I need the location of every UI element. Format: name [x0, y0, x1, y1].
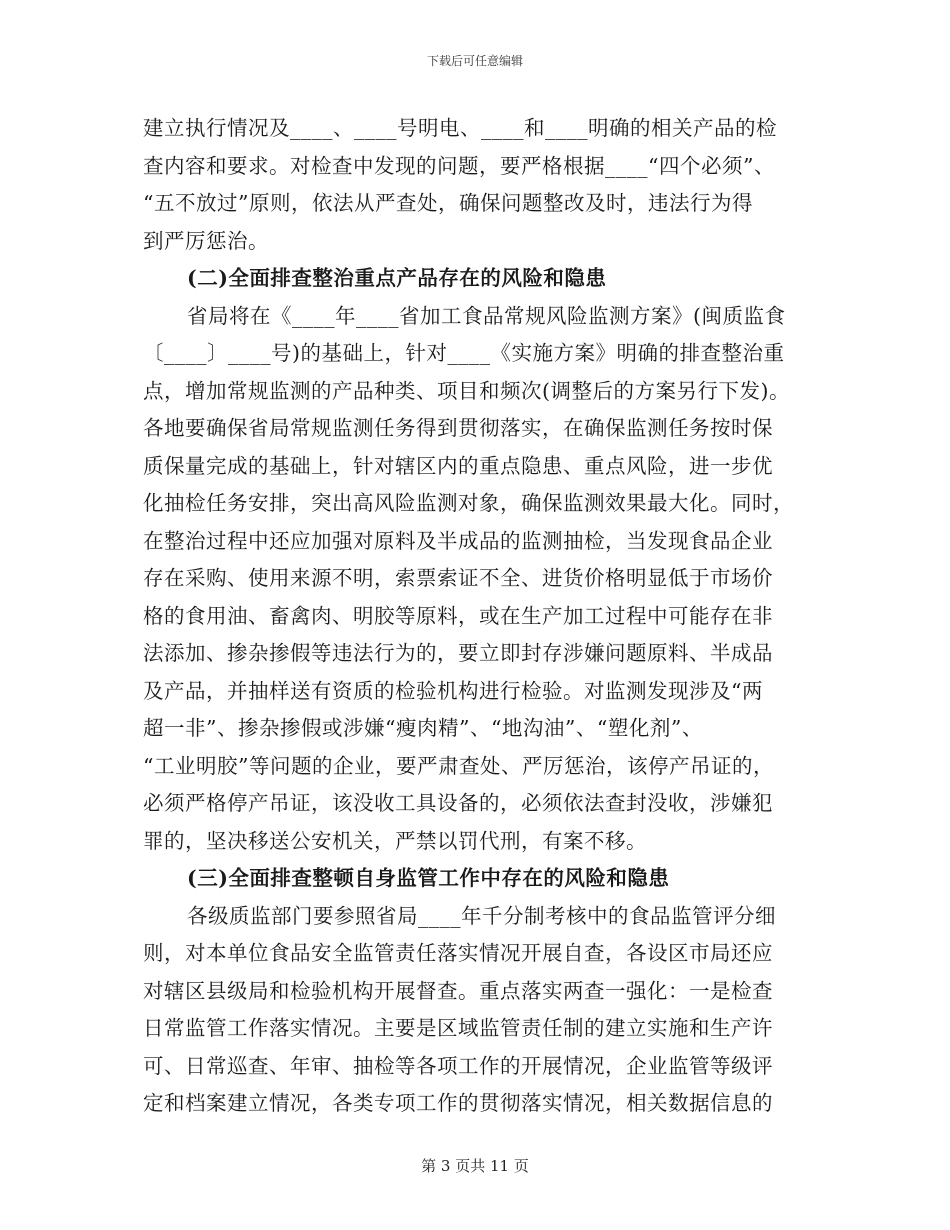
- text-line: 存在采购、使用来源不明，索票索证不全、进货价格明显低于市场价: [143, 566, 773, 590]
- document-body: [143, 110, 803, 1123]
- text-line: 必须严格停产吊证，该没收工具设备的，必须依法查封没收，涉嫌犯: [143, 791, 773, 815]
- section-heading-3: (三)全面排查整顿自身监管工作中存在的风险和隐患: [187, 866, 670, 890]
- text-line: 到严厉惩治。: [143, 228, 269, 253]
- text-line: “五不放过”原则，依法从严查处，确保问题整改及时，违法行为得: [143, 191, 753, 215]
- text-line: 点，增加常规监测的产品种类、项目和频次(调整后的方案另行下发)。: [143, 378, 790, 403]
- text-line: 〔____〕____号)的基础上，针对____《实施方案》明确的排查整治重: [143, 341, 785, 365]
- text-line: 则，对本单位食品安全监管责任落实情况开展自查，各设区市局还应: [143, 941, 773, 965]
- text-line: 在整治过程中还应加强对原料及半成品的监测抽检，当发现食品企业: [143, 528, 773, 553]
- text-line: 罪的，坚决移送公安机关，严禁以罚代刑，有案不移。: [143, 828, 647, 853]
- text-line: “工业明胶”等问题的企业，要严肃查处、严厉惩治，该停产吊证的，: [143, 753, 774, 778]
- page-header: 下载后可任意编辑: [426, 54, 523, 68]
- text-line: 建立执行情况及____、____号明电、____和____明确的相关产品的检: [143, 116, 777, 140]
- text-line: 对辖区县级局和检验机构开展督查。重点落实两查一强化：一是检查: [143, 978, 773, 1003]
- text-line: 格的食用油、畜禽肉、明胶等原料，或在生产加工过程中可能存在非: [143, 603, 773, 628]
- text-line: 各地要确保省局常规监测任务得到贯彻落实，在确保监测任务按时保: [143, 416, 773, 440]
- text-line: 省局将在《____年____省加工食品常规风险监测方案》(闽质监食: [187, 303, 786, 328]
- text-line: 质保量完成的基础上，针对辖区内的重点隐患、重点风险，进一步优: [143, 453, 773, 478]
- text-line: 各级质监部门要参照省局____年千分制考核中的食品监管评分细: [187, 903, 776, 928]
- section-heading-2: (二)全面排查整治重点产品存在的风险和隐患: [187, 266, 607, 290]
- page-footer: 第 3 页共 11 页: [421, 1157, 529, 1175]
- text-line: 及产品，并抽样送有资质的检验机构进行检验。对监测发现涉及“两: [143, 678, 763, 703]
- text-line: 日常监管工作落实情况。主要是区域监管责任制的建立实施和生产许: [143, 1016, 773, 1040]
- text-line: 可、日常巡查、年审、抽检等各项工作的开展情况，企业监管等级评: [143, 1053, 773, 1078]
- text-line: 查内容和要求。对检查中发现的问题，要严格根据____“四个必须”、: [143, 153, 775, 178]
- text-line: 定和档案建立情况，各类专项工作的贯彻落实情况，相关数据信息的: [143, 1091, 773, 1115]
- text-line: 法添加、掺杂掺假等违法行为的，要立即封存涉嫌问题原料、半成品: [143, 641, 773, 665]
- text-line: 化抽检任务安排，突出高风险监测对象，确保监测效果最大化。同时，: [143, 491, 794, 515]
- text-line: 超一非”、掺杂掺假或涉嫌“瘦肉精”、“地沟油”、“塑化剂”、: [143, 716, 703, 740]
